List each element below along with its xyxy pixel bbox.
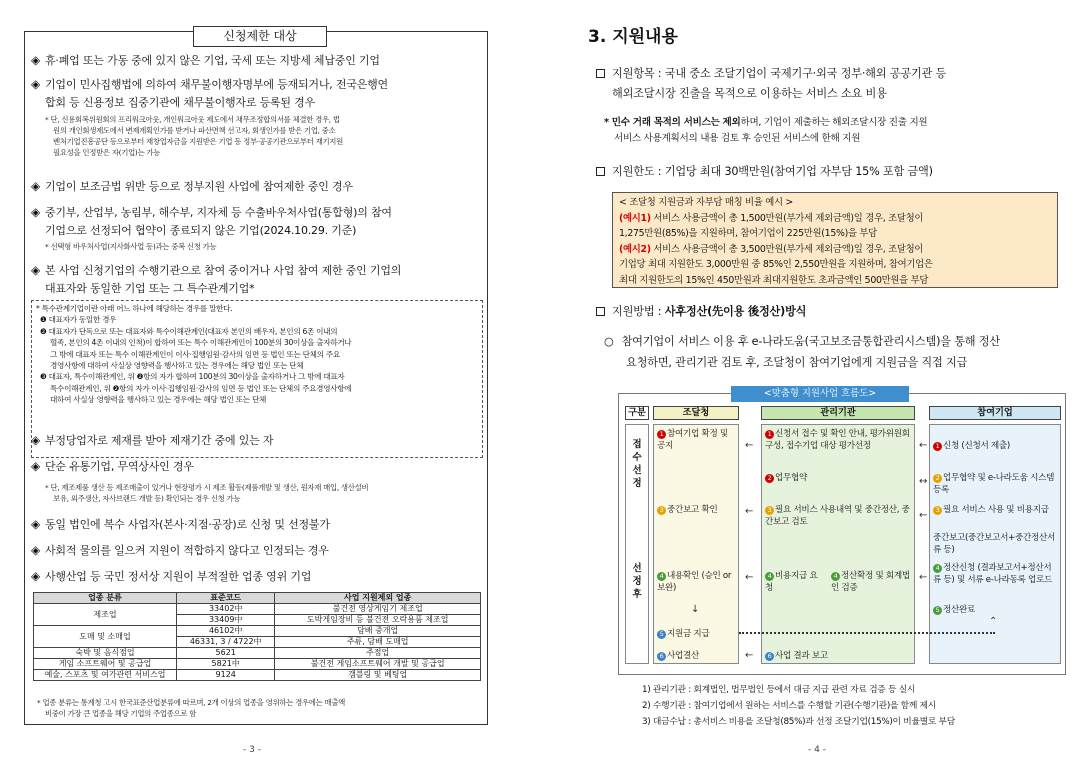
arrow-left-icon: ↔ <box>919 476 928 487</box>
agency-column <box>761 424 915 664</box>
table-row <box>34 670 481 681</box>
step-number: 1 <box>657 430 666 439</box>
pps-step-4: 4 내용확인 (승인 or 보완) <box>657 571 732 593</box>
arrow-left-icon: ← <box>919 572 928 583</box>
page-number: - 3 - <box>243 745 261 755</box>
footnote-3: 3) 대금수납 : 총서비스 비용을 조달청(85%)과 선정 조달기업(15%)이 비율별로 부담 <box>642 717 955 727</box>
table-cell: 도매 및 소매업 <box>34 626 177 648</box>
item-closed-business: ◈ 휴·폐업 또는 가동 중에 있지 않은 기업, 국세 또는 지방세 체납중인 기업 <box>31 53 380 67</box>
excluded-industry-table <box>33 592 481 681</box>
support-item-note: * 민수 거래 목적의 서비스는 제외하며, 기업이 제출하는 해외조달시장 진출 지원 <box>604 117 928 128</box>
diamond-icon: ◈ <box>31 517 41 531</box>
circle-bullet-icon: ○ <box>604 335 614 348</box>
support-limit: 지원한도 : 기업당 최대 30백만원(참여기업 자부담 15% 포함 금액) <box>596 162 933 181</box>
table-header-row <box>34 593 481 604</box>
table-cell: 9124 <box>177 670 275 681</box>
table-cell: 46102中 <box>177 626 275 637</box>
table-header: 업종 분류 <box>34 593 177 604</box>
table-row <box>34 648 481 659</box>
restriction-box <box>24 31 488 725</box>
note-credit: * 단, 신용회복위원회의 프리워크아웃, 개인워크아웃 제도에서 채무조정합의서를 체결한 경우, 법 원의 개인회생제도에서 변제계획인가를 받거나 파산면책 선고자, 회생인가를 받은 기업, 중소 벤처기업진흥공단 등으로부터 재창업자금을 지원받은 기업 등 정부·공공기관으로부터 재기지원 필요성을 인정받은 자(기업)는 가능 <box>45 115 343 157</box>
page-number: - 4 - <box>808 745 826 755</box>
company-step-3b: 중간보고(중간보고서+중간정산서류 등) <box>933 533 1055 555</box>
step-number: 5 <box>933 606 942 615</box>
diamond-icon: ◈ <box>31 543 41 557</box>
step-number: 6 <box>765 652 774 661</box>
matching-example-box: < 조달청 지원금과 자부담 매칭 비율 예시 > (예시1) 서비스 사용금액이 총 1,500만원(부가세 제외금액)일 경우, 조달청이 1,275만원(85%)을 지원하며, 참여기업이 225만원(15%)을 부담 (예시2) 서비스 사용금액이 총 3,500만원(부가세 제외금액)일 경우, 조달청이 기업당 최대 지원한도 3,000만원 중 85%인 2,550만원을 지원하며, 참여기업은 최대 지원한도의 15%인 450만원과 최대지원한도 초과금액인 500만원을 부담 <box>612 192 1058 288</box>
table-cell: 주점업 <box>275 648 481 659</box>
arrow-left-icon: ← <box>919 440 928 451</box>
step-number: 2 <box>765 474 774 483</box>
support-method: 지원방법 : 사후정산(先이용 後정산)방식 <box>596 302 806 321</box>
pps-step-6: 6 사업결산 <box>657 650 737 662</box>
note-industry: * 업종 분류는 통계청 고시 한국표준산업분류에 따르며, 2개 이상의 업종을 영위하는 경우에는 매출액 비중이 가장 큰 업종을 해당 기업의 주업종으로 함 <box>37 698 346 718</box>
table-cell: 도박게임장비 등 불건전 오락용품 제조업 <box>275 615 481 626</box>
table-cell: 담배 중개업 <box>275 626 481 637</box>
stage-after: 선정후 <box>632 563 642 600</box>
step-number: 4 <box>657 572 666 581</box>
table-cell: 5821中 <box>177 659 275 670</box>
diamond-icon: ◈ <box>31 77 41 91</box>
note-manufacturing: * 단, 제조제품 생산 등 제조매출이 있거나 현장평가 시 제조 활동(제품개발 및 생산, 원자재 매입, 생산설비 보유, 외주생산, 자사브랜드 개발 등) 확인되는 경우 신청 가능 <box>45 483 369 503</box>
support-item-note-line2: 서비스 사용계획서의 내용 검토 후 승인된 서비스에 한해 지원 <box>614 133 861 144</box>
diamond-icon: ◈ <box>31 205 41 219</box>
table-cell: 불건전 게임소프트웨어 개발 및 공급업 <box>275 659 481 670</box>
item-voucher-1: ◈ 중기부, 산업부, 농림부, 해수부, 지자체 등 수출바우처사업(통합형)의 참여 <box>31 205 392 219</box>
flow-title: <맞춤형 지원사업 흐름도> <box>731 386 909 402</box>
step-number: 2 <box>933 474 942 483</box>
header-category: 구분 <box>625 406 649 420</box>
step-number: 4 <box>831 572 840 581</box>
support-item-line2: 해외조달시장 진출을 목적으로 이용하는 서비스 소요 비용 <box>612 87 887 100</box>
table-cell: 불건전 영상게임기 제조업 <box>275 604 481 615</box>
step-number: 4 <box>933 564 942 573</box>
diamond-icon: ◈ <box>31 53 41 67</box>
table-cell: 46331, 3 / 4722中 <box>177 637 275 648</box>
table-row <box>34 604 481 615</box>
item-social: ◈ 사회적 물의를 일으켜 지원이 적합하지 않다고 인정되는 경우 <box>31 543 329 557</box>
diamond-icon: ◈ <box>31 569 41 583</box>
stage-screening: 접수선정 <box>632 439 642 489</box>
item-related-1: ◈ 본 사업 신청기업의 수행기관으로 참여 중이거나 사업 참여 제한 중인 기업의 <box>31 263 402 277</box>
agency-step-4b: 4 정산확정 및 회계법인 검증 <box>831 571 910 593</box>
related-company-box: * 특수관계기업이란 아래 어느 하나에 해당하는 경우를 말한다. ❶ 대표자가 동일한 경우 ❷ 대표자가 단독으로 또는 대표자와 특수이해관계인(대표자 본인의 배우자, 본인의 6촌 이내의 혈족, 본인의 4촌 이내의 인척)이 합하여 또는 특수 이해관계인이 100분의 30이상을 출자하거나 그 밖에 대표자 또는 특수 이해관계인이 이사·집행임원·감사의 임면 등 법인 또는 단체의 주요 경영사항에 대하여 사실상 영향력을 행사하고 있는 경우에는 해당 법인 또는 단체 ❸ 대표자, 특수이해관계인, 위 ❷항의 자가 합하여 100분의 30이상을 출자하거나 그 밖에 대표자 특수이해관계인, 위 ❷항의 자가 이사·집행임원·감사의 임면 등 법인 또는 단체의 주요경영사항에 대하여 사실상 영향력을 행사하고 있는 경우에는 해당 법인 또는 단체 <box>31 300 483 458</box>
footnote-2: 2) 수행기관 : 참여기업에서 원하는 서비스를 수행할 기관(수행기관)을 함께 제시 <box>642 701 936 711</box>
payment-connector <box>739 632 995 634</box>
company-step-4: 4 정산신청 (결과보고서+정산서류 등) 및 서류 e-나라동록 업로드 <box>933 563 1053 585</box>
header-company: 참여기업 <box>929 406 1061 420</box>
table-header: 표준코드 <box>177 593 275 604</box>
box-title: 신청제한 대상 <box>193 26 327 47</box>
table-cell: 숙박 및 음식점업 <box>34 648 177 659</box>
diamond-icon: ◈ <box>31 263 41 277</box>
agency-step-2: 2 업무협약 <box>765 472 913 484</box>
example-1-label: (예시1) <box>619 212 651 224</box>
item-default-1: ◈ 기업이 민사집행법에 의하여 채무불이행자명부에 등재되거나, 전국은행연 <box>31 77 388 91</box>
step-number: 1 <box>765 430 774 439</box>
step-number: 4 <box>765 572 774 581</box>
diamond-icon: ◈ <box>31 459 41 473</box>
step-number: 3 <box>933 506 942 515</box>
note-voucher: * 선택형 바우처사업(지사화사업 등)과는 중복 신청 가능 <box>45 242 217 251</box>
table-row <box>34 659 481 670</box>
step-number: 1 <box>933 442 942 451</box>
step-number: 3 <box>765 506 774 515</box>
header-agency: 관리기관 <box>761 406 915 420</box>
flow-diagram <box>618 388 1066 675</box>
table-cell: 주류, 담배 도매업 <box>275 637 481 648</box>
step-number: 5 <box>657 630 666 639</box>
arrow-left-icon: ← <box>745 572 754 583</box>
method-desc: ○ 참여기업이 서비스 이용 후 e-나라도움(국고보조금통합관리시스템)을 통해 정산 <box>604 335 1000 348</box>
arrow-left-icon: ← <box>745 506 754 517</box>
arrow-down-icon: ↓ <box>691 604 700 615</box>
agency-step-4a: 4 비용지급 요청 <box>765 571 818 593</box>
square-bullet-icon <box>596 307 605 316</box>
item-default-2: 합회 등 신용정보 집중기관에 채무불이행자로 등록된 경우 <box>45 96 316 109</box>
header-pps: 조달청 <box>653 406 739 420</box>
agency-step-3: 3 필요 서비스 사용내역 및 중간정산, 중간보고 검토 <box>765 505 910 527</box>
table-header: 사업 지원제외 업종 <box>275 593 481 604</box>
arrow-left-icon: ← <box>745 440 754 451</box>
table-cell: 33402中 <box>177 604 275 615</box>
company-step-3: 3 필요 서비스 사용 및 비용지급 <box>933 504 1059 516</box>
page-4 <box>538 0 1076 765</box>
company-step-2: 2 업무협약 및 e-나라도움 시스템 등록 <box>933 473 1055 495</box>
item-distribution: ◈ 단순 유통기업, 무역상사인 경우 <box>31 459 194 473</box>
table-cell: 33409中 <box>177 615 275 626</box>
item-unfair-trader: ◈ 부정당업자로 제재를 받아 제재기간 중에 있는 자 <box>31 433 274 447</box>
square-bullet-icon <box>596 69 605 78</box>
pps-step-3: 3 중간보고 확인 <box>657 504 737 516</box>
table-cell: 예술, 스포츠 및 여가관련 서비스업 <box>34 670 177 681</box>
section-title: 3. 지원내용 <box>588 27 678 47</box>
agency-step-6: 6 사업 결과 보고 <box>765 650 913 662</box>
step-number: 3 <box>657 506 666 515</box>
diamond-icon: ◈ <box>31 433 41 447</box>
table-cell: 5621 <box>177 648 275 659</box>
item-duplicate: ◈ 동일 법인에 복수 사업자(본사·지점·공장)로 신청 및 선정불가 <box>31 517 330 531</box>
table-row <box>34 626 481 637</box>
support-item: 지원항목 : 국내 중소 조달기업이 국제기구·외국 정부·해외 공공기관 등 <box>596 64 946 83</box>
step-number: 6 <box>657 652 666 661</box>
table-cell: 게임 소프트웨어 및 공급업 <box>34 659 177 670</box>
footnote-1: 1) 관리기관 : 회계법인, 법무법인 등에서 대금 지급 관련 자료 검증 등 실시 <box>642 685 916 695</box>
arrow-up-icon: ⌃ <box>989 616 998 627</box>
item-voucher-2: 기업으로 선정되어 협약이 종료되지 않은 기업(2024.10.29. 기준) <box>45 224 357 237</box>
method-desc-line2: 요청하면, 관리기관 검토 후, 조달청이 참여기업에게 지원금을 직접 지급 <box>626 356 968 369</box>
company-step-1: 1 신청 (신청서 제출) <box>933 440 1059 452</box>
table-cell: 제조업 <box>34 604 177 626</box>
table-cell: 갬블링 및 베팅업 <box>275 670 481 681</box>
arrow-left-icon: ← <box>745 650 754 661</box>
item-subsidy-violation: ◈ 기업이 보조금법 위반 등으로 정부지원 사업에 참여제한 중인 경우 <box>31 179 353 193</box>
pps-step-1: 1 참여기업 확정 및 공지 <box>657 429 728 451</box>
item-speculative: ◈ 사행산업 등 국민 정서상 지원이 부적절한 업종 영위 기업 <box>31 569 312 583</box>
agency-step-1: 1 신청서 접수 및 확인 안내, 평가위원회 구성, 접수기업 대상 평가선정 <box>765 429 910 451</box>
example-2-label: (예시2) <box>619 243 651 255</box>
diamond-icon: ◈ <box>31 179 41 193</box>
square-bullet-icon <box>596 167 605 176</box>
pps-step-5: 5 지원금 지급 <box>657 628 737 640</box>
company-step-5: 5 정산완료 <box>933 604 1059 616</box>
arrow-left-icon: ← <box>919 510 928 521</box>
item-related-2: 대표자와 동일한 기업 또는 그 특수관계기업* <box>45 282 255 295</box>
